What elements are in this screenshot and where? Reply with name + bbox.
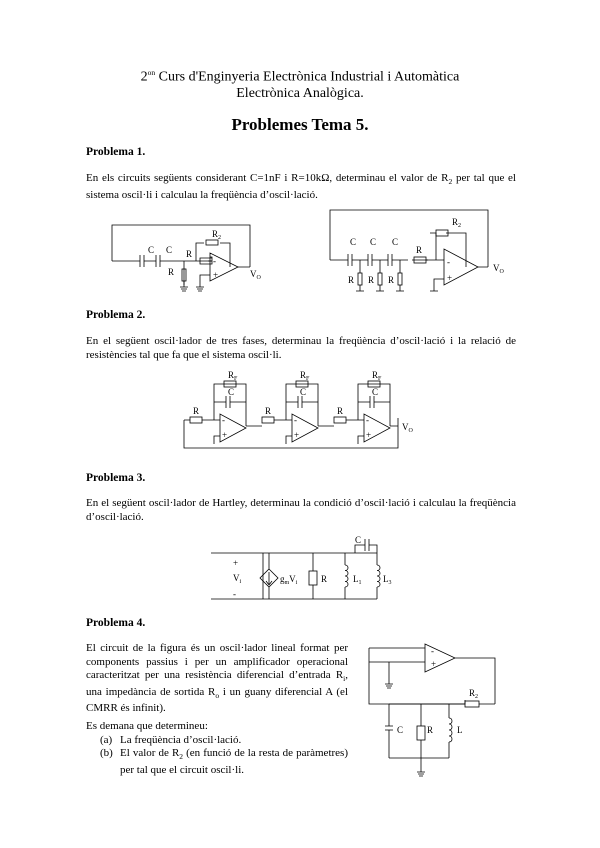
- r-label: R: [427, 725, 434, 735]
- l3-label: $L_3$: [383, 574, 392, 586]
- list-item: (a) La freqüència d’oscil·lació.: [100, 733, 242, 746]
- r1-label: R: [168, 267, 175, 277]
- c3-label: C: [392, 237, 399, 247]
- minus1-label: -: [222, 415, 225, 425]
- vo-label: $V_O$: [250, 269, 261, 281]
- c1-label: C: [228, 387, 235, 397]
- r1-label: R: [193, 406, 200, 416]
- r2-label: $R_2$: [212, 229, 222, 241]
- circuit-1a: [100, 215, 270, 300]
- c-label: C: [397, 725, 404, 735]
- c2-label: C: [300, 387, 307, 397]
- problem-3-text: En el següent oscil·lador de Hartley, determinau la condició d’oscil·lació i calculau la freqüència d’oscil·lació.: [86, 497, 516, 523]
- minus-label: -: [431, 646, 434, 656]
- plus2-label: +: [294, 430, 300, 440]
- vo-label: $V_O$: [402, 422, 413, 434]
- gm-label: $g_mV_i$: [280, 574, 298, 586]
- minus2-label: -: [294, 415, 297, 425]
- r3-label: R: [388, 275, 395, 285]
- c2-label: C: [166, 245, 173, 255]
- vo-label: $V_O$: [493, 263, 504, 275]
- r2-label: $R_2$: [469, 688, 479, 700]
- vi-label: $V_i$: [233, 573, 242, 585]
- r-label: R: [186, 249, 193, 259]
- r2f-label: $R_2$: [452, 217, 462, 229]
- minus-label: -: [447, 257, 450, 267]
- plus1-label: +: [222, 430, 228, 440]
- r3-label: R: [337, 406, 344, 416]
- plus-label: +: [213, 270, 219, 280]
- c3-label: C: [372, 387, 379, 397]
- page-title: Problemes Tema 5.: [231, 115, 369, 134]
- l-label: L: [457, 725, 463, 735]
- problem-4-text: El circuit de la figura és un oscil·lador lineal format per components passius i per un amplificador operacional caracteritzat per una resistència diferencial d’entrada $R_i$, una impedància de sortida $R_o$ i un guany diferencial A (el CMRR és infinit).: [86, 642, 348, 715]
- circuit-3: [205, 535, 395, 605]
- minus3-label: -: [366, 415, 369, 425]
- problem-3-heading: Problema 3.: [86, 472, 146, 484]
- circuit-1b: [318, 205, 518, 300]
- rf1-label: $R_F$: [228, 370, 238, 382]
- rf2-label: $R_F$: [300, 370, 310, 382]
- c2-label: C: [370, 237, 377, 247]
- r2-label: R: [368, 275, 375, 285]
- list-item: (b) El valor de $R_2$ (en funció de la resta de paràmetres) per tal que el circuit oscil·li.: [100, 747, 348, 776]
- problem-2-text: En el següent oscil·lador de tres fases, determinau la freqüència d’oscil·lació i la relació de resistències tal que fa que el sistema oscil·li.: [86, 335, 516, 361]
- plus-label: +: [447, 273, 453, 283]
- problem-1-text: En els circuits següents considerant C=1nF i R=10kΩ, determinau el valor de $R_2$ per tal que el sistema oscil·li i calculau la freqüència d’oscil·lació.: [86, 172, 516, 201]
- minus-label: -: [233, 589, 236, 599]
- r1-label: R: [348, 275, 355, 285]
- r-label: R: [416, 245, 423, 255]
- plus3-label: +: [366, 430, 372, 440]
- ask-label: Es demana que determineu:: [86, 720, 208, 732]
- rf3-label: $R_F$: [372, 370, 382, 382]
- problem-4-heading: Problema 4.: [86, 617, 146, 629]
- c1-label: C: [350, 237, 357, 247]
- problem-2-heading: Problema 2.: [86, 309, 146, 321]
- problem-1-heading: Problema 1.: [86, 146, 146, 158]
- l1-label: $L_1$: [353, 574, 362, 586]
- r-label: R: [321, 574, 328, 584]
- subject-title: Electrònica Analògica.: [236, 86, 364, 101]
- plus-label: +: [431, 659, 437, 669]
- plus-label: +: [233, 558, 239, 568]
- circuit-2: [180, 368, 420, 456]
- minus-label: -: [213, 256, 216, 266]
- c-label: C: [355, 535, 362, 545]
- course-title: $2^{on}$ Curs d'Enginyeria Electrònica Industrial i Automàtica: [140, 68, 460, 85]
- circuit-4: [365, 638, 515, 780]
- problem-4-ask: [86, 720, 348, 777]
- c1-label: C: [148, 245, 155, 255]
- r2-label: R: [265, 406, 272, 416]
